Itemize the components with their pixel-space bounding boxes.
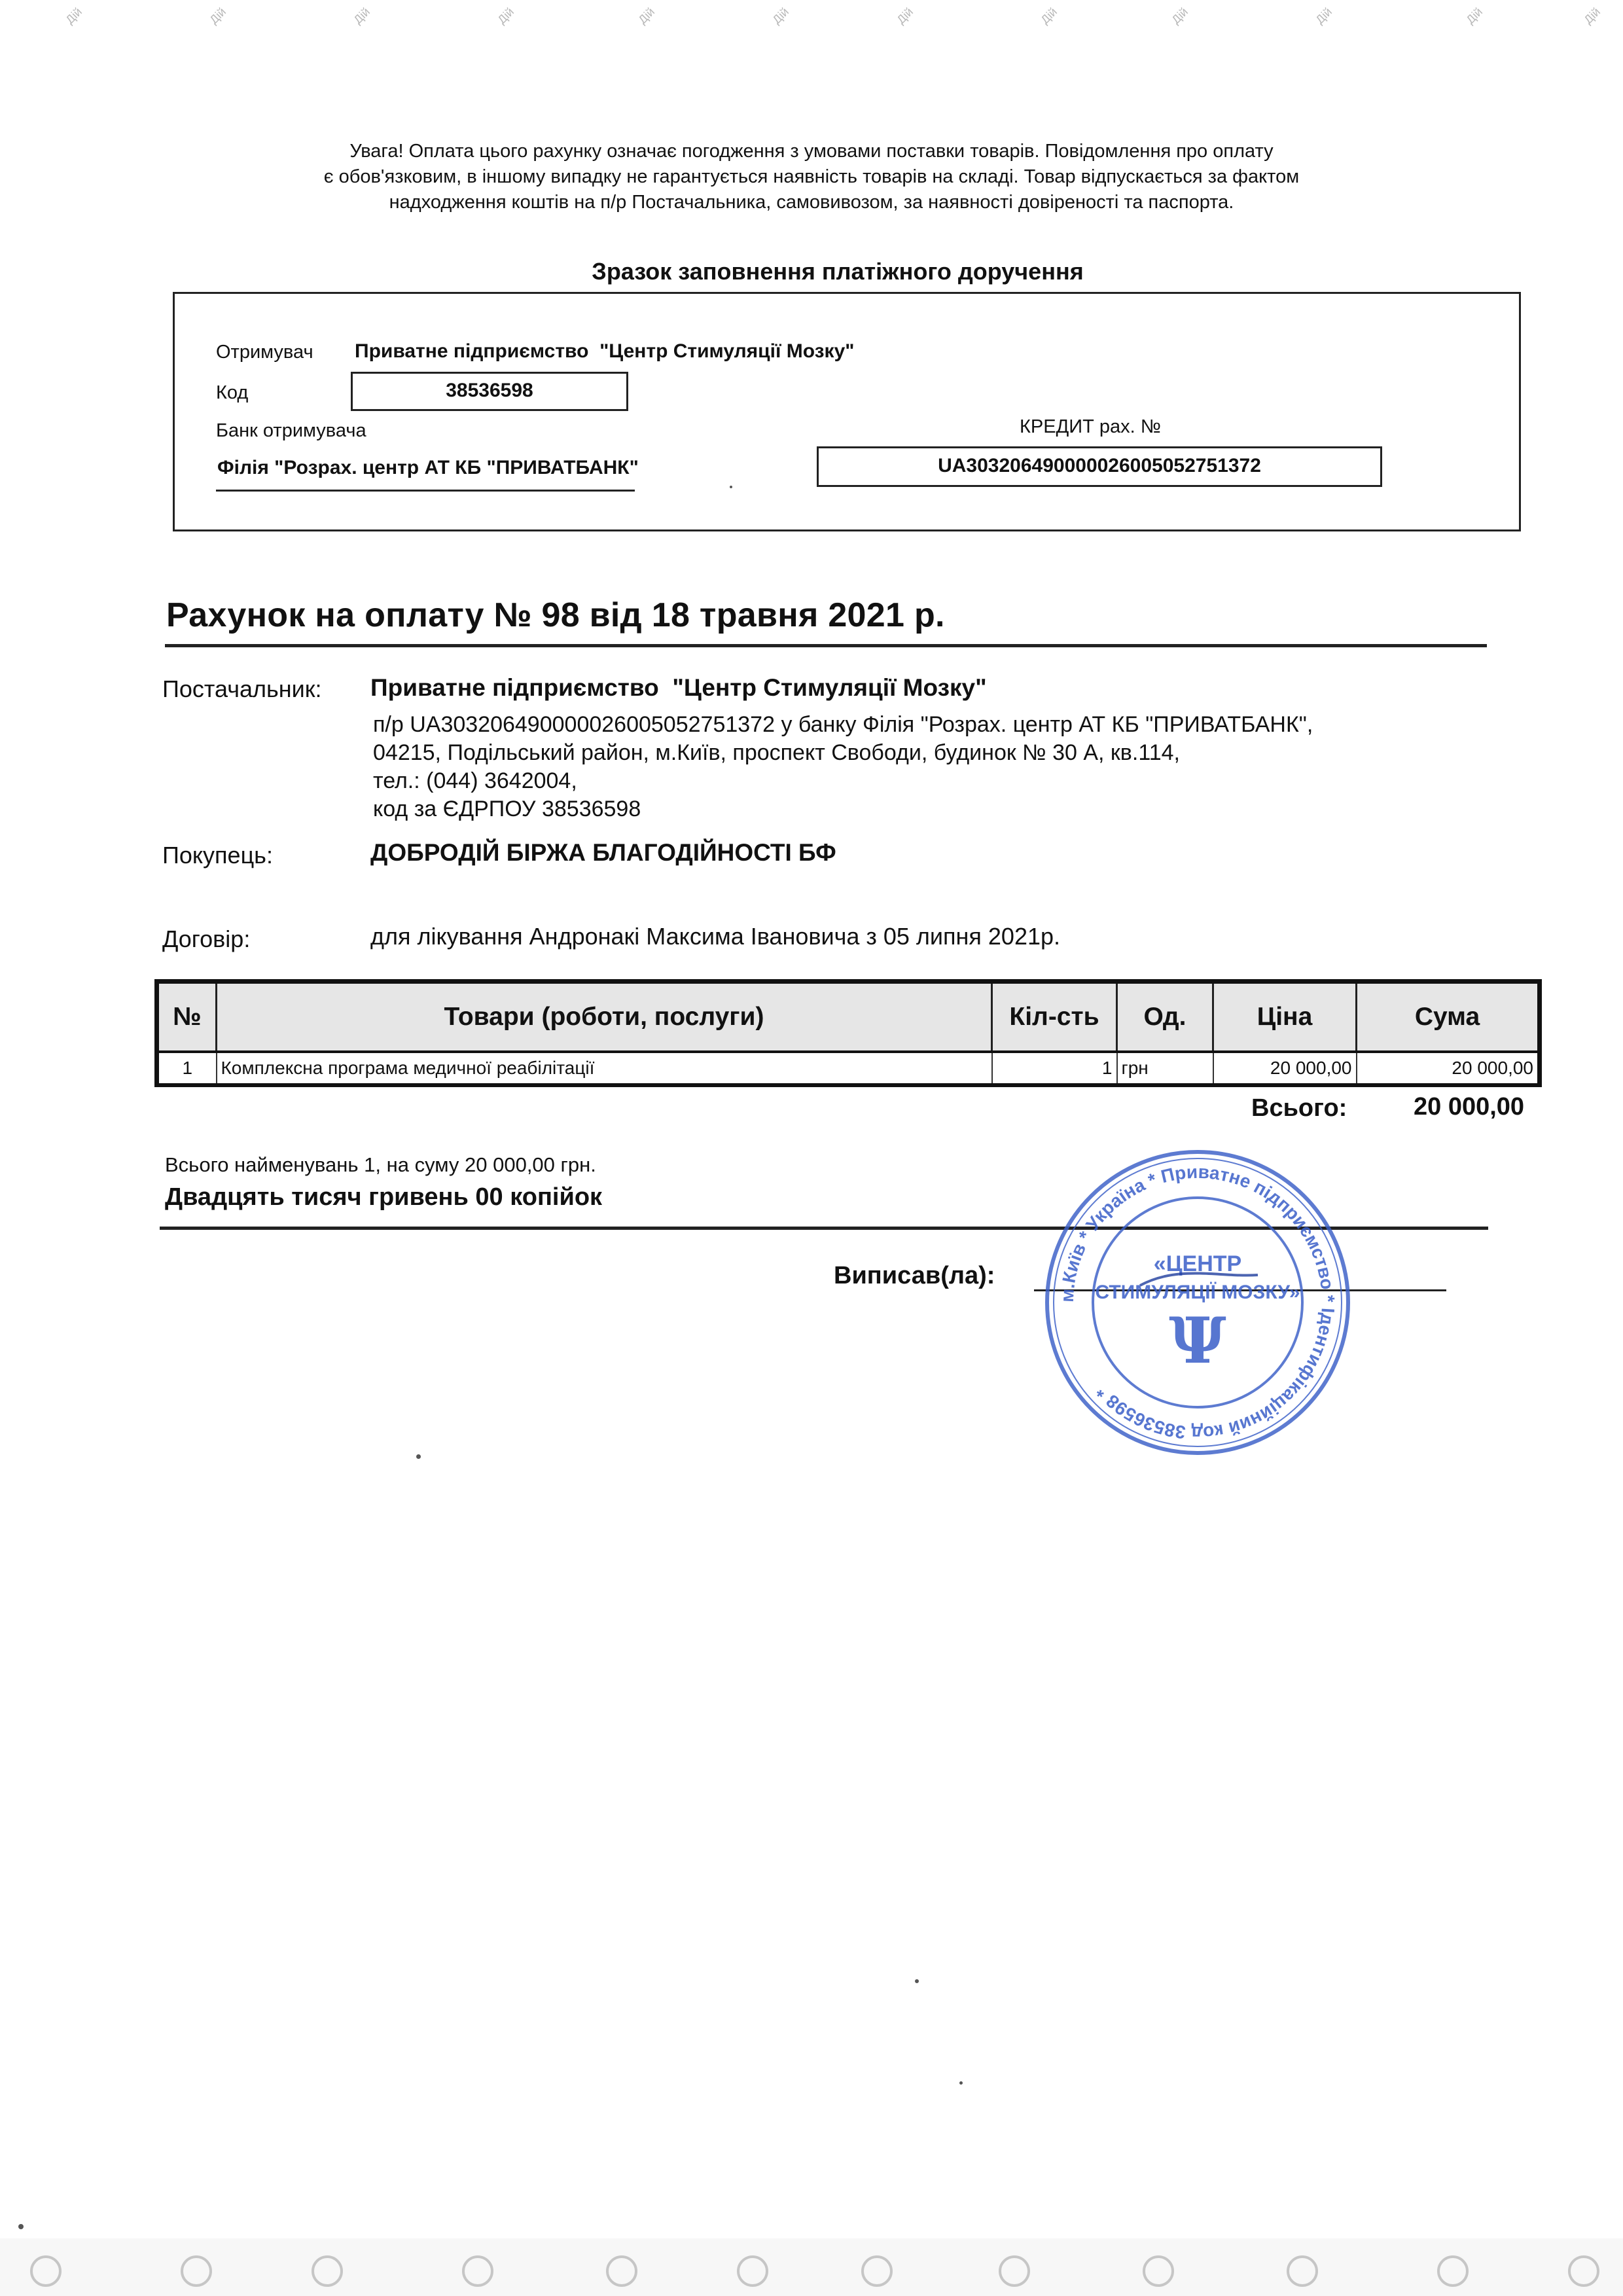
total-label: Всього:: [1251, 1094, 1347, 1122]
scan-speck: [18, 2224, 24, 2229]
stamp-ring-text: м.Київ * Україна * Приватне підприємство * Ідентифікаційний код 38536598 *: [1056, 1161, 1339, 1444]
credit-account-field: UA303206490000026005052751372: [817, 446, 1382, 487]
cell-goods: Комплексна програма медичної реабілітації: [217, 1052, 992, 1085]
header-price: Ціна: [1213, 982, 1357, 1052]
company-stamp: [1042, 1147, 1353, 1458]
watermark: Дій: [1581, 5, 1603, 27]
notice-line: Увага! Оплата цього рахунку означає погодження з умовами поставки товарів. Повідомлення про оплату: [349, 141, 1274, 162]
header-unit: Од.: [1117, 982, 1213, 1052]
buyer-name: ДОБРОДІЙ БІРЖА БЛАГОДІЙНОСТІ БФ: [370, 839, 836, 866]
contract-text: для лікування Андронакі Максима Івановича з 05 липня 2021р.: [370, 923, 1061, 950]
cell-sum: 20 000,00: [1357, 1052, 1540, 1085]
contract-label: Договір:: [162, 925, 251, 952]
watermark: Дій: [894, 5, 916, 27]
watermark: Дій: [1313, 5, 1335, 27]
supplier-edrpou-line: код за ЄДРПОУ 38536598: [373, 797, 641, 821]
cell-qty: 1: [992, 1052, 1117, 1085]
supplier-address-line: 04215, Подільський район, м.Київ, проспект Свободи, будинок № 30 А, кв.114,: [373, 740, 1180, 765]
items-table: [154, 979, 1542, 1087]
supplier-details: [373, 711, 1313, 823]
header-goods: Товари (роботи, послуги): [217, 982, 992, 1052]
code-field: 38536598: [351, 372, 628, 411]
recipient-label: Отримувач: [216, 342, 313, 363]
bottom-watermark-icons: [0, 2251, 1623, 2291]
supplier-name: Приватне підприємство "Центр Стимуляції Мозку": [370, 674, 987, 701]
watermark: Дій: [63, 5, 85, 27]
scan-speck: [416, 1454, 421, 1459]
bank-name: Філія "Розрах. центр АТ КБ "ПРИВАТБАНК": [217, 457, 639, 478]
watermark: Дій: [1038, 5, 1060, 27]
supplier-account-line: п/р UA303206490000026005052751372 у банку Філія "Розрах. центр АТ КБ "ПРИВАТБАНК",: [373, 712, 1313, 737]
watermark: Дій: [495, 5, 517, 27]
sample-title: Зразок заповнення платіжного доручення: [592, 258, 1084, 285]
watermark: Дій: [351, 5, 373, 27]
notice-line: є обов'язковим, в іншому випадку не гарантується наявність товарів на складі. Товар відпускається за фактом: [323, 166, 1300, 187]
stamp-psi-symbol: Ψ: [1169, 1304, 1226, 1378]
buyer-label: Покупець:: [162, 842, 273, 869]
scan-speck: [959, 2081, 963, 2085]
scan-speck: [730, 486, 732, 488]
header-no: №: [157, 982, 217, 1052]
header-sum: Сума: [1357, 982, 1540, 1052]
table-header-row: [157, 982, 1540, 1052]
watermark: Дій: [207, 5, 229, 27]
watermark: Дій: [635, 5, 658, 27]
summary-count: Всього найменувань 1, на суму 20 000,00 грн.: [165, 1153, 596, 1176]
watermark-row-top: [0, 0, 1623, 39]
signature-label: Виписав(ла):: [834, 1262, 995, 1289]
code-label: Код: [216, 382, 249, 403]
summary-in-words: Двадцять тисяч гривень 00 копійок: [165, 1183, 603, 1211]
bank-underline: [216, 490, 635, 492]
notice-line: надходження коштів на п/р Постачальника, самовивозом, за наявності довіреності та паспорта.: [389, 192, 1234, 213]
watermark: Дій: [1463, 5, 1486, 27]
total-value: 20 000,00: [1414, 1093, 1525, 1121]
bank-label: Банк отримувача: [216, 420, 366, 441]
sample-box: [173, 292, 1521, 531]
header-qty: Кіл-сть: [992, 982, 1117, 1052]
cell-unit: грн: [1117, 1052, 1213, 1085]
title-rule: [165, 644, 1487, 647]
supplier-label: Постачальник:: [162, 675, 322, 702]
recipient-name: Приватне підприємство "Центр Стимуляції Мозку": [355, 340, 855, 362]
stamp-center-line2: СТИМУЛЯЦІЇ МОЗКУ»: [1095, 1282, 1300, 1303]
watermark: Дій: [1169, 5, 1191, 27]
supplier-phone-line: тел.: (044) 3642004,: [373, 768, 577, 793]
payment-notice: [249, 139, 1374, 215]
watermark: Дій: [770, 5, 792, 27]
table-row: [157, 1052, 1540, 1085]
credit-label: КРЕДИТ рах. №: [1020, 416, 1161, 437]
invoice-title: Рахунок на оплату № 98 від 18 травня 2021 р.: [166, 596, 945, 634]
cell-price: 20 000,00: [1213, 1052, 1357, 1085]
stamp-center-line1: «ЦЕНТР: [1153, 1251, 1242, 1276]
scan-speck: [915, 1979, 919, 1983]
cell-no: 1: [157, 1052, 217, 1085]
